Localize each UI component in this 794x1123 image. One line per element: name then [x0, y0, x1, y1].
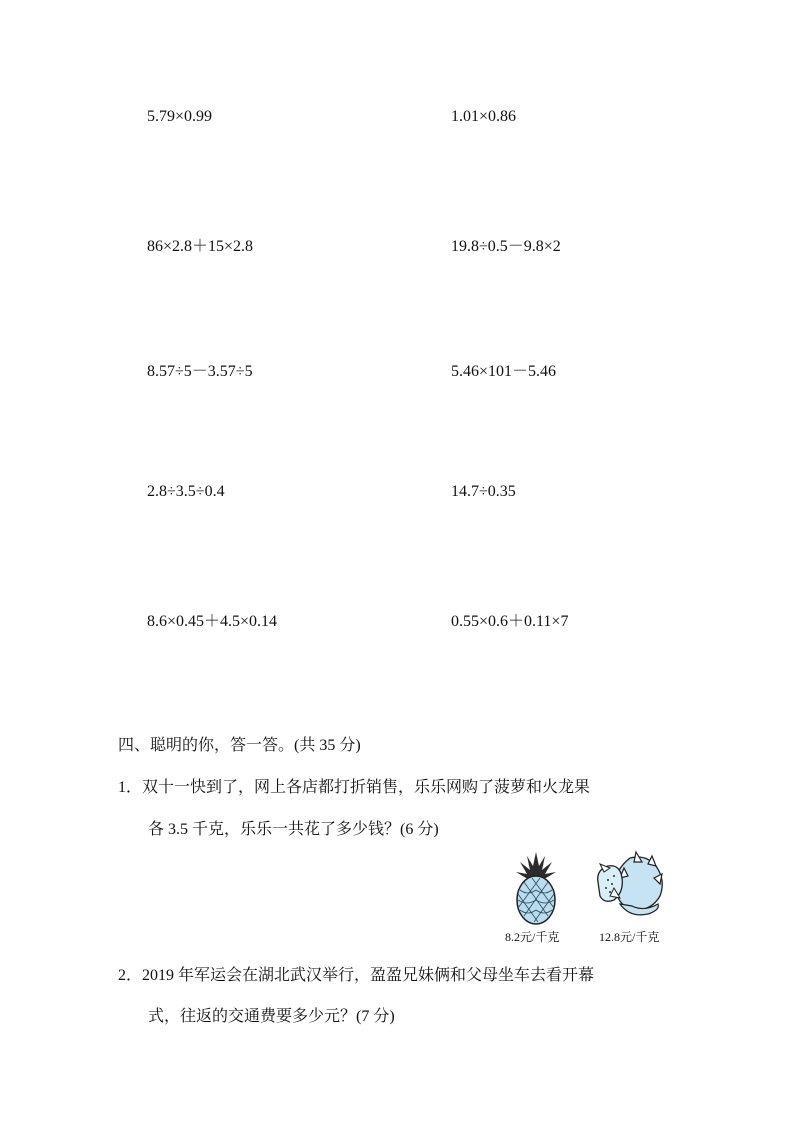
question-2-number: 2．: [118, 967, 143, 984]
question-2-line-1: [118, 962, 594, 985]
question-2-text-1: 2019 年军运会在湖北武汉举行，盈盈兄妹俩和父母坐车去看开幕: [142, 967, 595, 984]
dragon-fruit-price: 12.8元/千克: [599, 930, 660, 944]
calc-left-3: 8.57÷5－3.57÷5: [147, 363, 253, 380]
calc-right-3: 5.46×101－5.46: [451, 363, 557, 380]
dragon-fruit-icon: [590, 848, 672, 924]
section-title: 四、聪明的你，答一答。(共 35 分): [118, 737, 361, 754]
pineapple-price: 8.2元/千克: [505, 930, 560, 944]
calc-left-4: 2.8÷3.5÷0.4: [147, 483, 225, 500]
question-1-text-1: 双十一快到了，网上各店都打折销售，乐乐网购了菠萝和火龙果: [142, 779, 591, 796]
calc-right-5: 0.55×0.6＋0.11×7: [451, 613, 569, 630]
question-2-line-2: 式，往返的交通费要多少元？(7 分): [148, 1008, 395, 1025]
calc-right-2: 19.8÷0.5－9.8×2: [451, 238, 561, 255]
question-1-number: 1．: [118, 779, 143, 796]
pineapple-icon: [510, 850, 562, 926]
calc-left-5: 8.6×0.45＋4.5×0.14: [147, 613, 278, 630]
calc-left-2: 86×2.8＋15×2.8: [147, 238, 254, 255]
calc-left-1: 5.79×0.99: [147, 108, 213, 125]
question-1-line-2: 各 3.5 千克，乐乐一共花了多少钱？(6 分): [148, 821, 439, 838]
question-1-line-1: [118, 774, 590, 797]
calc-right-4: 14.7÷0.35: [451, 483, 516, 500]
calc-right-1: 1.01×0.86: [451, 108, 517, 125]
